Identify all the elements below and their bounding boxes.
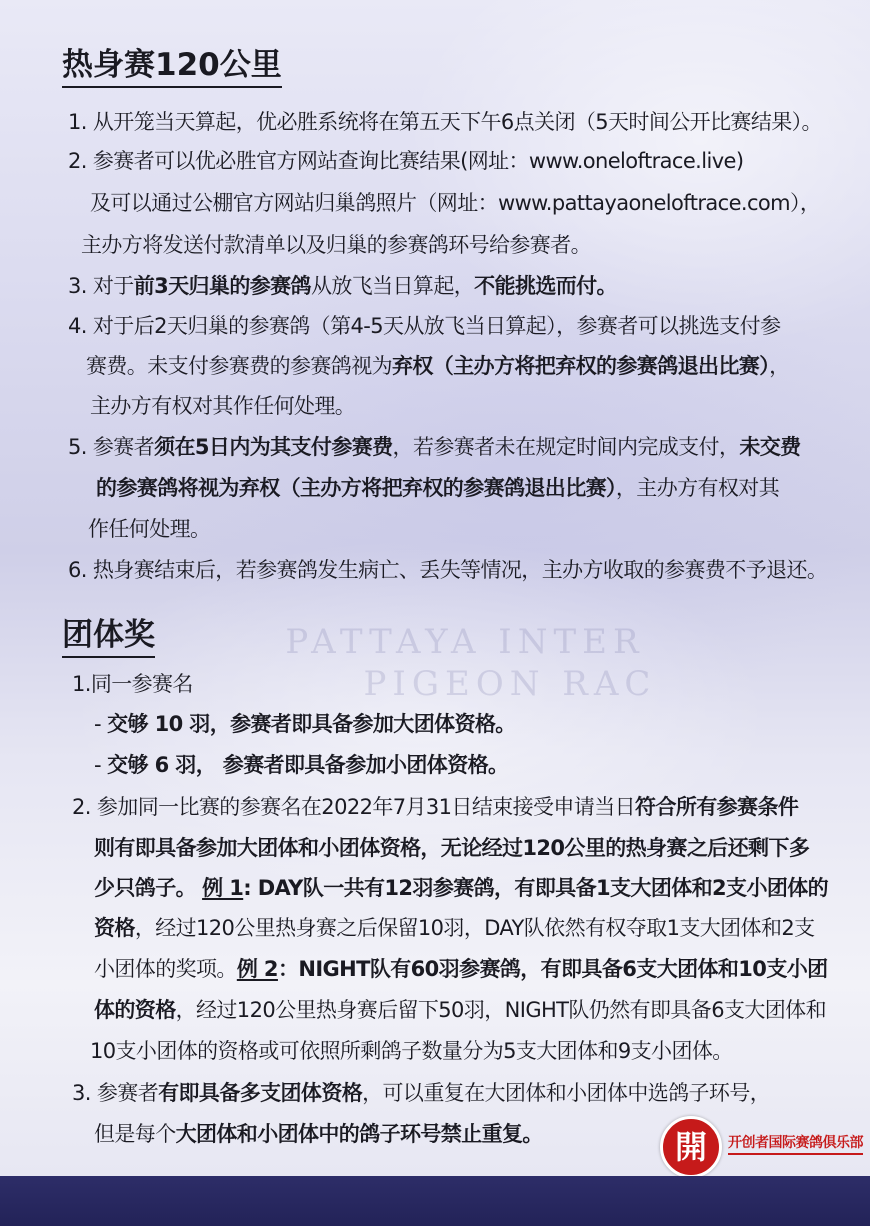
text-segment: 前3天归巢的参赛鸽 <box>133 274 311 298</box>
text-segment: 少只鸽子。 <box>94 876 196 900</box>
text-segment: 2. 参加同一比赛的参赛名在2022年7月31日结束接受申请当日 <box>72 795 636 819</box>
text-segment: 体的资格 <box>94 998 176 1022</box>
club-logo-badge: 開 <box>660 1116 722 1178</box>
text-segment: 小团体的奖项。 <box>94 957 237 981</box>
warmup-line <box>96 478 779 499</box>
team-line <box>90 1041 733 1062</box>
warmup-line <box>68 316 780 337</box>
text-segment: 3. 对于 <box>68 274 134 298</box>
text-segment: 交够 10 羽，参赛者即具备参加大团体资格。 <box>107 712 516 736</box>
team-line <box>72 797 798 818</box>
team-line <box>72 674 193 695</box>
text-segment: 资格 <box>94 916 135 940</box>
text-segment: 则有即具备参加大团体和小团体资格，无论经过120公里的热身赛之后还剩下多 <box>94 836 810 860</box>
warmup-line <box>90 193 820 214</box>
text-segment: ，若参赛者未在规定时间内完成支付， <box>392 435 740 459</box>
text-segment: 10支小团体的资格或可依照所剩鸽子数量分为5支大团体和9支小团体。 <box>90 1039 733 1063</box>
team-line <box>94 878 828 899</box>
warmup-line <box>90 396 355 417</box>
text-segment: : DAY队一共有12羽参赛鸽，有即具备1支大团体和2支小团体的 <box>243 876 829 900</box>
warmup-line <box>81 235 591 256</box>
warmup-line <box>88 519 210 540</box>
warmup-line <box>68 151 743 172</box>
text-segment: 5. 参赛者 <box>68 435 155 459</box>
warmup-line <box>68 437 801 458</box>
text-segment: 1.同一参赛名 <box>72 672 193 696</box>
club-logo <box>660 1112 870 1176</box>
text-segment: 2. 参赛者可以优必胜官方网站查询比赛结果(网址：www.oneloftrace.live) <box>68 149 744 173</box>
team-line <box>94 755 508 776</box>
text-segment: 3. 参赛者 <box>72 1081 159 1105</box>
text-segment: 4. 对于后2天归巢的参赛鸽（第4-5天从放飞当日算起），参赛者可以挑选支付参 <box>68 314 781 338</box>
text-segment: 作任何处理。 <box>88 517 211 541</box>
text-segment: 符合所有参赛条件 <box>635 795 799 819</box>
text-segment: 6. 热身赛结束后，若参赛鸽发生病亡、丢失等情况，主办方收取的参赛费不予退还。 <box>68 558 828 582</box>
text-segment: ，主办方有权对其 <box>615 476 780 500</box>
text-segment: 例 1 <box>202 876 244 900</box>
text-segment: 未交费 <box>739 435 801 459</box>
text-segment: 但是每个 <box>94 1122 176 1146</box>
warmup-line <box>68 276 617 297</box>
text-segment: 交够 6 羽， 参赛者即具备参加小团体资格。 <box>107 753 509 777</box>
text-segment: ：NIGHT队有60羽参赛鸽，有即具备6支大团体和10支小团 <box>277 957 828 981</box>
warmup-line <box>86 356 790 377</box>
watermark-line-1: PATTAYA INTER <box>285 622 645 662</box>
text-segment: 有即具备多支团体资格 <box>158 1081 363 1105</box>
text-segment: ，可以重复在大团体和小团体中选鸽子环号， <box>362 1081 771 1105</box>
text-segment: 主办方有权对其作任何处理。 <box>90 394 356 418</box>
footer-bar <box>0 1176 870 1226</box>
section-heading-warmup: 热身赛120公里 <box>62 48 282 88</box>
text-segment: 须在5日内为其支付参赛费 <box>154 435 393 459</box>
text-segment: 主办方将发送付款清单以及归巢的参赛鸽环号给参赛者。 <box>81 233 591 257</box>
team-line <box>72 1083 770 1104</box>
warmup-line <box>68 560 827 581</box>
text-segment: 1. 从开笼当天算起，优必胜系统将在第五天下午6点关闭（5天时间公开比赛结果）。 <box>68 110 822 134</box>
text-segment: - <box>94 753 108 777</box>
text-segment: 赛费。未支付参赛费的参赛鸽视为 <box>86 354 392 378</box>
team-line <box>94 918 815 939</box>
club-name: 开创者国际赛鸽俱乐部 <box>728 1132 863 1155</box>
text-segment: ，经过120公里热身赛之后保留10羽，DAY队依然有权夺取1支大团体和2支 <box>134 916 815 940</box>
team-line <box>94 959 828 980</box>
team-line <box>94 1000 826 1021</box>
text-segment: 弃权（主办方将把弃权的参赛鸽退出比赛） <box>392 354 770 378</box>
warmup-line <box>68 112 822 133</box>
team-line <box>94 1124 543 1145</box>
section-heading-team-award: 团体奖 <box>62 618 155 658</box>
text-segment: ， <box>769 354 790 378</box>
text-segment: 例 2 <box>236 957 278 981</box>
text-segment: 的参赛鸽将视为弃权（主办方将把弃权的参赛鸽退出比赛） <box>96 476 616 500</box>
text-segment: 及可以通过公棚官方网站归巢鸽照片（网址：www.pattayaoneloftrace.com）， <box>90 191 821 215</box>
text-segment: - <box>94 712 108 736</box>
text-segment: ，经过120公里热身赛后留下50羽，NIGHT队仍然有即具备6支大团体和 <box>175 998 826 1022</box>
text-segment: 大团体和小团体中的鸽子环号禁止重复。 <box>175 1122 543 1146</box>
text-segment: 不能挑选而付。 <box>474 274 617 298</box>
team-line <box>94 714 516 735</box>
text-segment: 从放飞当日算起， <box>310 274 475 298</box>
team-line <box>94 838 809 859</box>
watermark-line-2: PIGEON RAC <box>363 664 657 704</box>
